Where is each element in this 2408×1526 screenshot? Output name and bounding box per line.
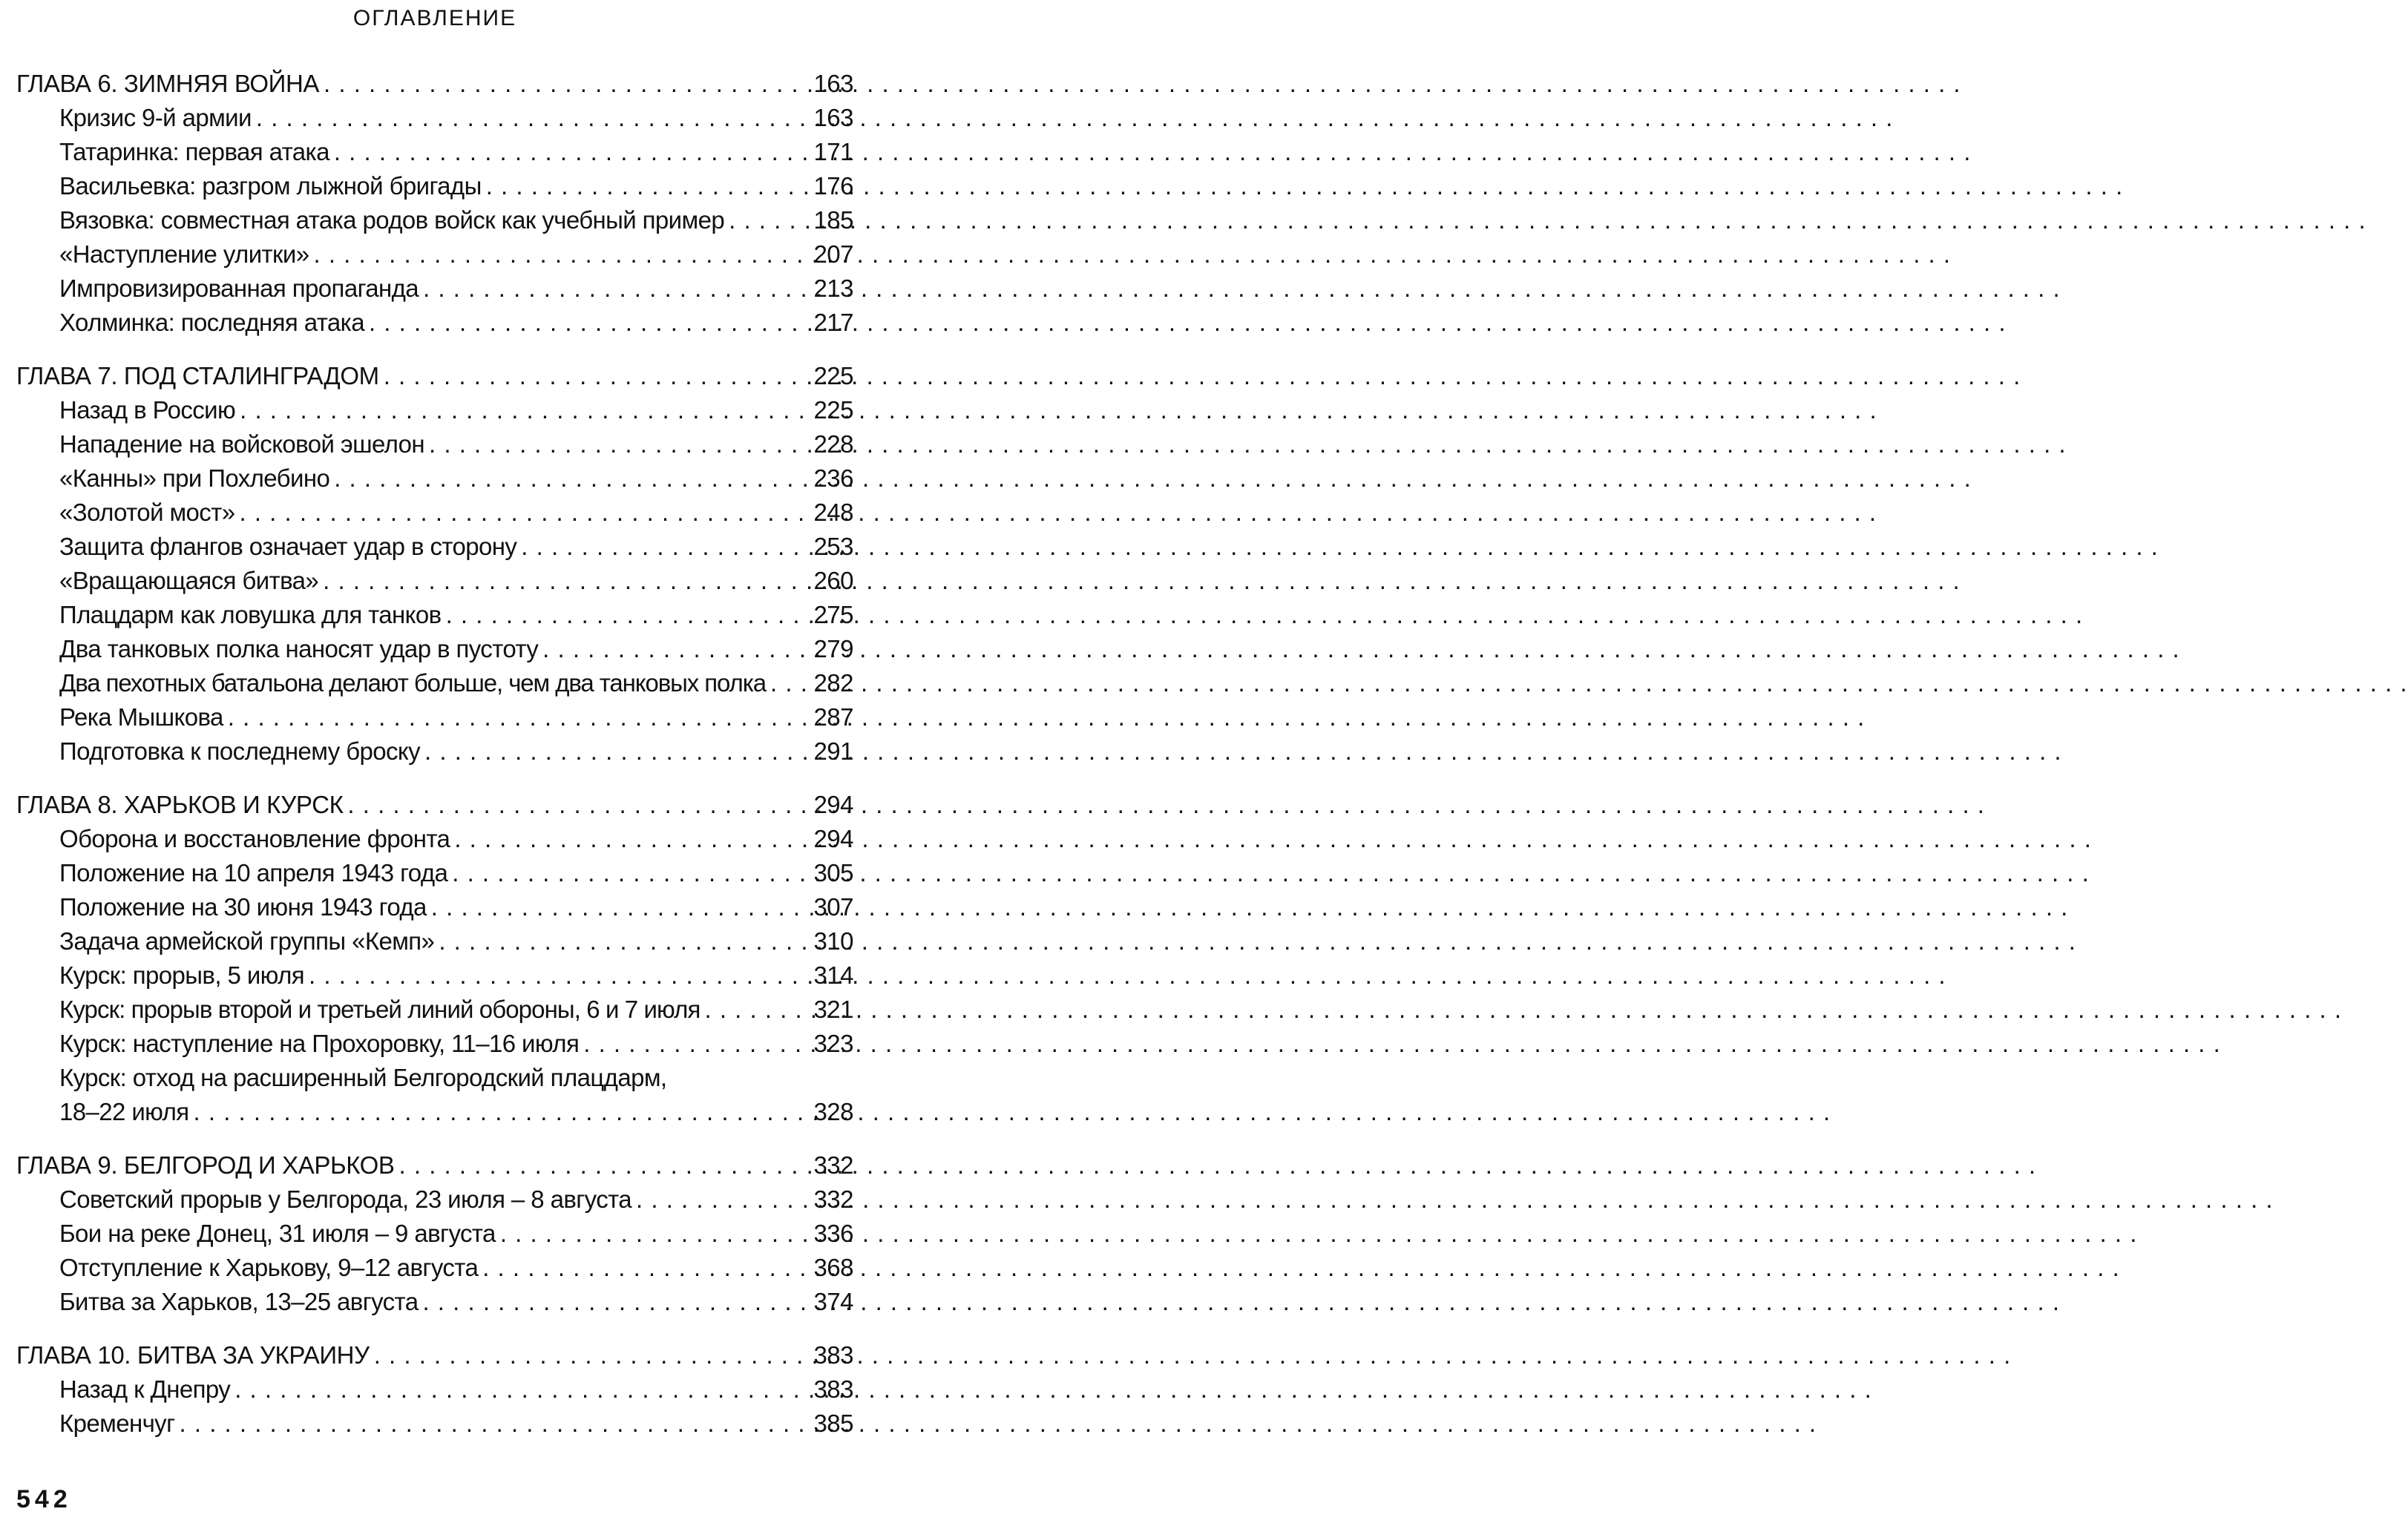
dot-leader [770,666,809,700]
chapter-title: ГЛАВА 7. ПОД СТАЛИНГРАДОМ [16,362,379,389]
page-number: 291 [813,737,853,765]
toc-entry[interactable] [16,272,853,306]
dot-leader [439,924,809,958]
toc-entry[interactable] [16,924,853,958]
toc-entry[interactable] [16,237,853,272]
page-number: 287 [813,703,853,731]
page-number: 217 [813,309,853,336]
page-number: 332 [813,1185,853,1213]
dot-leader [239,496,809,530]
entry-title: Кременчуг [59,1410,175,1437]
page-number: 163 [813,104,853,131]
dot-leader [347,788,809,822]
entry-title: «Золотой мост» [59,499,235,526]
dot-leader [399,1148,810,1183]
dot-leader [424,734,809,769]
toc-entry[interactable] [16,700,853,734]
dot-leader [313,237,809,272]
toc-entry[interactable] [16,427,853,461]
page-number: 368 [813,1254,853,1281]
page-number: 374 [813,1288,853,1315]
page-number: 321 [813,996,853,1023]
dot-leader [323,564,809,598]
page-number: 294 [813,791,853,818]
entry-title: «Канны» при Похлебино [59,464,330,492]
chapter-title: ГЛАВА 6. ЗИМНЯЯ ВОЙНА [16,70,320,97]
dot-leader [486,169,810,203]
entry-title: «Наступление улитки» [59,240,309,268]
toc-entry[interactable] [16,890,853,924]
entry-title: Положение на 30 июня 1943 года [59,893,427,921]
chapter-8 [16,788,853,1129]
dot-leader [542,632,809,666]
page-number: 185 [813,206,853,234]
page-number: 282 [813,669,853,697]
toc-entry-continuation[interactable] [16,1095,853,1129]
dot-leader [452,856,809,890]
entry-title: Река Мышкова [59,703,223,731]
entry-title: Татаринка: первая атака [59,138,329,165]
dot-leader [429,427,809,461]
entry-title: Курск: прорыв, 5 июля [59,961,305,989]
entry-title: Нападение на войсковой эшелон [59,430,425,458]
dot-leader [194,1095,810,1129]
page-number: 163 [813,70,853,97]
entry-title: Битва за Харьков, 13–25 августа [59,1288,419,1315]
toc-entry[interactable] [16,496,853,530]
entry-title: Вязовка: совместная атака родов войск как учебный пример [59,206,725,234]
entry-title: Плацдарм как ловушка для танков [59,601,442,628]
page-header: ОГЛАВЛЕНИЕ [352,6,517,30]
dot-leader [334,135,810,169]
dot-leader [180,1407,810,1441]
toc-entry[interactable] [16,393,853,427]
entry-title: Импровизированная пропаганда [59,274,419,302]
entry-title: Васильевка: разгром лыжной бригады [59,172,482,200]
toc-entry[interactable] [16,1027,853,1061]
table-of-contents [16,67,853,1460]
page-number: 207 [813,240,853,268]
page-number: 253 [813,533,853,560]
dot-leader [500,1217,810,1251]
toc-entry[interactable] [16,958,853,993]
page-number: 385 [813,1410,853,1437]
toc-entry[interactable] [16,530,853,564]
toc-entry[interactable] [16,169,853,203]
toc-entry[interactable] [16,1285,853,1319]
dot-leader [369,306,809,340]
toc-entry[interactable] [16,564,853,598]
entry-title: Подготовка к последнему броску [59,737,421,765]
dot-leader [422,1285,809,1319]
toc-entry[interactable] [16,1251,853,1285]
chapter-10 [16,1338,853,1441]
toc-entry[interactable] [16,1407,853,1441]
entry-title: Кризис 9-й армии [59,104,252,131]
entry-title: Холминка: последняя атака [59,309,364,336]
entry-title: Защита флангов означает удар в сторону [59,533,517,560]
chapter-heading[interactable] [16,1338,853,1372]
entry-title: 18–22 июля [59,1098,189,1125]
chapter-title: ГЛАВА 9. БЕЛГОРОД И ХАРЬКОВ [16,1151,395,1179]
entry-title: Курск: прорыв второй и третьей линий обороны, 6 и 7 июля [59,996,701,1023]
entry-title: Бои на реке Донец, 31 июля – 9 августа [59,1220,496,1247]
toc-entry[interactable] [16,822,853,856]
page-number: 275 [813,601,853,628]
toc-entry[interactable] [16,598,853,632]
toc-entry[interactable] [16,306,853,340]
toc-entry[interactable] [16,135,853,169]
dot-leader [234,1372,809,1407]
toc-entry[interactable] [16,1372,853,1407]
toc-entry[interactable] [16,203,853,237]
toc-entry[interactable] [16,993,853,1027]
entry-title: Оборона и восстановление фронта [59,825,450,852]
entry-title: Два пехотных батальона делают больше, чем два танковых полка [59,669,767,697]
page-number: 171 [813,138,853,165]
entry-title: Отступление к Харькову, 9–12 августа [59,1254,479,1281]
page-number: 225 [813,362,853,389]
chapter-7 [16,359,853,769]
chapter-6 [16,67,853,340]
dot-leader [240,393,809,427]
chapter-title: ГЛАВА 8. ХАРЬКОВ И КУРСК [16,791,344,818]
page-number: 294 [813,825,853,852]
page-number: 314 [813,961,853,989]
dot-leader [324,67,809,101]
dot-leader [636,1183,809,1217]
page-number: 228 [813,430,853,458]
dot-leader [583,1027,809,1061]
page-number: 176 [813,172,853,200]
page-number: 213 [813,274,853,302]
dot-leader [454,822,809,856]
dot-leader [446,598,810,632]
page-number: 225 [813,396,853,424]
entry-title: Назад в Россию [59,396,236,424]
dot-leader [521,530,809,564]
page-number: 310 [813,927,853,955]
toc-entry[interactable] [16,734,853,769]
dot-leader [228,700,810,734]
page-number: 332 [813,1151,853,1179]
dot-leader [309,958,809,993]
toc-entry[interactable] [16,856,853,890]
dot-leader [423,272,809,306]
entry-title: Курск: наступление на Прохоровку, 11–16 июля [59,1030,580,1057]
page-number: 279 [813,635,853,662]
toc-entry[interactable] [16,101,853,135]
toc-entry[interactable] [16,461,853,496]
page-number: 307 [813,893,853,921]
chapter-heading[interactable] [16,788,853,822]
entry-title: Положение на 10 апреля 1943 года [59,859,448,887]
page-number: 328 [813,1098,853,1125]
page-number: 383 [813,1341,853,1369]
dot-leader [729,203,809,237]
chapter-title: ГЛАВА 10. БИТВА ЗА УКРАИНУ [16,1341,370,1369]
toc-entry[interactable] [16,1183,853,1217]
entry-title: Два танковых полка наносят удар в пустоту [59,635,539,662]
dot-leader [431,890,810,924]
chapter-heading[interactable] [16,1148,853,1183]
page-number: 336 [813,1220,853,1247]
page-number: 248 [813,499,853,526]
page-number: 383 [813,1375,853,1403]
dot-leader [334,461,809,496]
chapter-heading[interactable] [16,359,853,393]
entry-title: Советский прорыв у Белгорода, 23 июля – 8 августа [59,1185,632,1213]
toc-entry-first-line[interactable]: Курск: отход на расширенный Белгородский плацдарм, [59,1064,667,1091]
dot-leader [705,993,810,1027]
dot-leader [482,1251,809,1285]
toc-entry[interactable] [16,1217,853,1251]
chapter-heading[interactable] [16,67,853,101]
dot-leader [374,1338,810,1372]
entry-title: Задача армейской группы «Кемп» [59,927,435,955]
page-number: 305 [813,859,853,887]
page-number: 236 [813,464,853,492]
dot-leader [256,101,810,135]
page-number-footer: 542 [16,1485,72,1513]
toc-entry[interactable] [16,632,853,666]
entry-title: «Вращающаяся битва» [59,567,319,594]
page-number: 323 [813,1030,853,1057]
toc-entry[interactable] [16,666,853,700]
dot-leader [384,359,810,393]
page-number: 260 [813,567,853,594]
entry-title: Назад к Днепру [59,1375,231,1403]
chapter-9 [16,1148,853,1319]
